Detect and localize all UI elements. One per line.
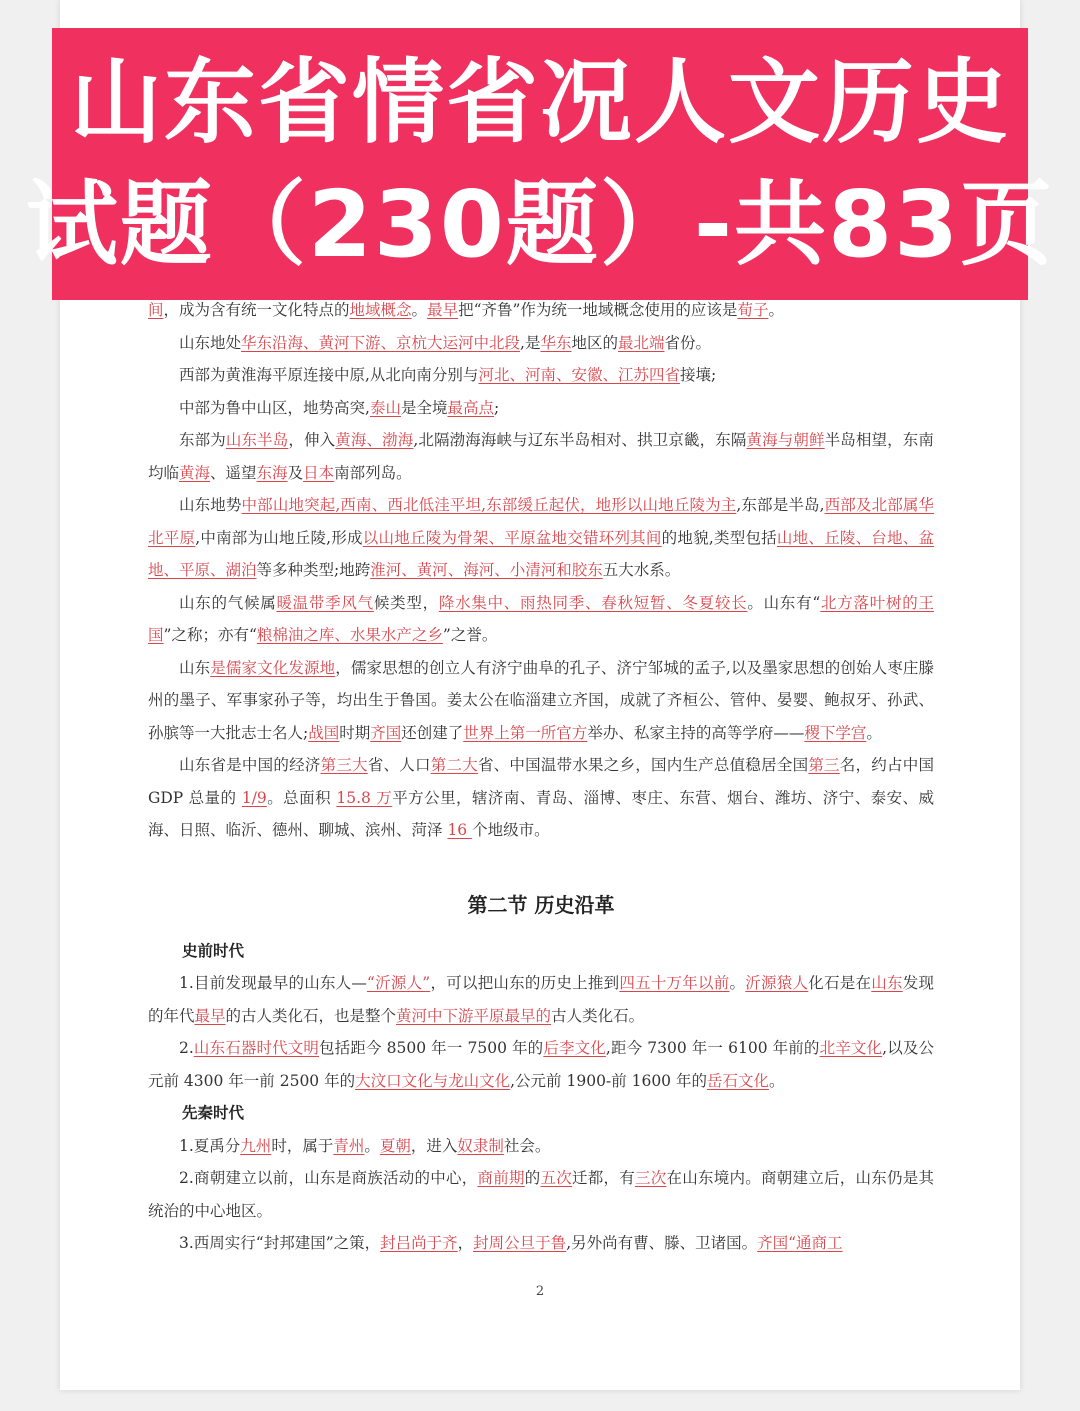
text-segment: ”之誉。 — [442, 626, 498, 644]
text-segment: ,是 — [520, 333, 541, 352]
highlighted-answer: 大汶口文化与龙山文化 — [355, 1071, 511, 1090]
text-segment: 个地级市。 — [472, 821, 550, 839]
text-segment: 山东 — [179, 658, 211, 677]
highlighted-answer: 后李文化 — [543, 1039, 606, 1057]
document-content — [148, 294, 934, 1260]
paragraph — [148, 967, 934, 1032]
highlighted-answer: 1/9 — [241, 788, 267, 807]
highlighted-answer: 夏朝 — [379, 1136, 411, 1155]
text-segment: ，成为含有统一文化特点的 — [163, 301, 350, 319]
highlighted-answer: 山东 — [871, 974, 903, 992]
subheading-prehistoric: 史前时代 — [182, 940, 245, 960]
paragraph — [148, 749, 934, 847]
highlighted-answer: 最高点 — [447, 398, 494, 417]
paragraph — [148, 1162, 934, 1227]
text-segment: 山东的气候属 — [179, 593, 277, 612]
text-segment: ,东部是半岛, — [736, 496, 825, 514]
highlighted-answer: 商前期 — [477, 1169, 525, 1187]
text-segment: 候类型， — [373, 593, 439, 612]
text-segment: ,以及公元前 4300 年一前 2500 年的 — [148, 1039, 934, 1090]
text-segment: 举办、私家主持的高等学府—— — [587, 723, 805, 742]
paragraph — [148, 652, 934, 750]
text-segment: 还创建了 — [401, 723, 464, 742]
highlighted-answer: 第三大 — [320, 756, 368, 774]
highlighted-answer: 日本 — [303, 463, 335, 482]
text-segment: ， — [457, 1234, 474, 1252]
highlighted-answer: 黄海、渤海 — [335, 431, 414, 449]
highlighted-answer: 稷下学宫 — [804, 723, 867, 742]
preqin-section — [148, 1130, 934, 1260]
highlighted-answer: 中部山地突起,西南、西北低洼平坦,东部缓丘起伏，地形以山地丘陵为主 — [241, 496, 737, 514]
highlighted-answer: 五次 — [540, 1169, 572, 1187]
text-segment: 山东地势 — [179, 496, 242, 514]
text-segment: 1.目前发现最早的山东人— — [179, 974, 367, 992]
text-segment: 包括距今 8500 年一 7500 年的 — [319, 1039, 544, 1057]
text-segment: 。 — [768, 1071, 785, 1090]
highlighted-answer: 淮河、黄河、海河、小清河和胶东 — [370, 561, 603, 579]
text-segment: ,距今 7300 年一 6100 年前的 — [605, 1039, 820, 1057]
text-segment: 。 — [364, 1136, 380, 1155]
highlighted-answer: 封吕尚于齐 — [380, 1234, 458, 1252]
text-segment: 3.西周实行“封邦建国”之策， — [179, 1234, 381, 1252]
highlighted-answer: 山东半岛 — [225, 431, 289, 449]
text-segment: 。 — [866, 723, 882, 742]
text-segment: 省、中国温带水果之乡，国内生产总值稳居全国 — [477, 756, 809, 774]
text-segment: ，可以把山东的历史上推到 — [430, 974, 620, 992]
text-segment: 的 — [524, 1169, 541, 1187]
highlighted-answer: 最早 — [194, 1006, 226, 1025]
highlighted-answer: 黄海 — [179, 463, 211, 482]
text-segment: 南部列岛。 — [334, 463, 412, 482]
highlighted-answer: 三次 — [634, 1169, 667, 1187]
highlighted-answer: 地域概念 — [349, 301, 412, 319]
highlighted-answer: 第三 — [808, 756, 840, 774]
highlighted-answer: 华东 — [540, 333, 572, 352]
intro-section — [148, 294, 934, 847]
text-segment: 省份。 — [664, 333, 712, 352]
text-segment: 。总面积 — [266, 788, 337, 807]
text-segment: 。 — [411, 301, 428, 319]
highlighted-answer: 东海 — [256, 463, 288, 482]
banner-title-line-2: 试题（230题）-共83页 — [25, 171, 1055, 278]
highlighted-answer: 暖温带季风气 — [276, 593, 374, 612]
page-number: 2 — [535, 1284, 545, 1299]
text-segment: 2.商朝建立以前，山东是商族活动的中心， — [179, 1169, 478, 1187]
text-segment: 。 — [729, 974, 746, 992]
highlighted-answer: 齐国 — [370, 723, 402, 742]
highlighted-answer: 泰山 — [369, 398, 401, 417]
paragraph — [148, 1130, 934, 1163]
text-segment: 社会。 — [503, 1136, 551, 1155]
text-segment: 。山东有“ — [747, 593, 821, 612]
text-segment: 五大水系。 — [602, 561, 681, 579]
text-segment: 古人类化石。 — [551, 1006, 645, 1025]
text-segment: 地区的 — [571, 333, 618, 352]
text-segment: 把“齐鲁”作为统一地域概念使用的应该是 — [458, 301, 738, 319]
text-segment: 名，约占中国 GDP 总量的 — [148, 756, 934, 807]
text-segment: 迁都，有 — [571, 1169, 635, 1187]
paragraph — [148, 327, 934, 360]
highlighted-answer: 荀子 — [737, 301, 769, 319]
highlighted-answer: 15.8 万 — [336, 788, 393, 807]
paragraph — [148, 587, 934, 652]
highlighted-answer: 青州 — [333, 1136, 365, 1155]
highlighted-answer: 九州 — [240, 1136, 272, 1155]
text-segment: ，伸入 — [288, 431, 336, 449]
highlighted-answer: 是儒家文化发源地 — [210, 658, 336, 677]
highlighted-answer: 世界上第一所官方 — [463, 723, 588, 742]
text-segment: ,另外尚有曹、滕、卫诸国。 — [566, 1234, 758, 1252]
text-segment: ; — [493, 398, 500, 417]
text-segment: ”之称；亦有“ — [163, 626, 257, 644]
text-segment: 化石是在 — [808, 974, 872, 992]
highlighted-answer: 最早 — [427, 301, 459, 319]
text-segment: 发现的年代 — [148, 974, 934, 1025]
text-segment: 时期 — [339, 723, 371, 742]
text-segment: 等多种类型;地跨 — [256, 561, 371, 579]
highlighted-answer: 以山地丘陵为骨架、平原盆地交错环列其间 — [362, 528, 662, 547]
highlighted-answer: 河北、河南、安徽、江苏四省 — [478, 366, 680, 384]
text-segment: 。 — [768, 301, 784, 319]
text-segment: ,北隔渤海海峡与辽东半岛相对、拱卫京畿，东隔 — [413, 431, 747, 449]
paragraph — [148, 392, 934, 425]
text-segment: ,中南部为山地丘陵,形成 — [195, 528, 363, 547]
highlighted-answer: 齐国“通商工 — [757, 1234, 843, 1252]
highlighted-answer: 间 — [148, 301, 164, 319]
highlighted-answer: 华东沿海、黄河下游、京杭大运河中北段 — [241, 333, 521, 352]
paragraph — [148, 1227, 934, 1260]
highlighted-answer: 第二大 — [430, 756, 478, 774]
text-segment: 是全境 — [400, 398, 448, 417]
highlighted-answer: 西部及北部属华北平原 — [148, 496, 934, 547]
highlighted-answer: 黄海与朝鲜 — [746, 431, 825, 449]
text-segment: 2. — [179, 1039, 194, 1057]
highlighted-answer: “沂源人” — [366, 974, 431, 992]
text-segment: 省、人口 — [367, 756, 431, 774]
highlighted-answer: 沂源猿人 — [745, 974, 809, 992]
paragraph — [148, 1032, 934, 1097]
text-segment: 在山东境内。商朝建立后，山东仍是其统治的中心地区。 — [148, 1169, 934, 1220]
text-segment: 的地貌,类型包括 — [661, 528, 777, 547]
highlighted-answer: 黄河中下游平原最早的 — [396, 1006, 552, 1025]
paragraph — [148, 424, 934, 489]
text-segment: 半岛相望，东南均临 — [148, 431, 934, 482]
banner-title-line-1: 山东省情省况人文历史 — [69, 49, 1010, 156]
paragraph — [148, 359, 934, 392]
highlighted-answer: 山地、丘陵、台地、盆地、平原、湖泊 — [148, 528, 934, 579]
text-segment: 山东省是中国的经济 — [179, 756, 321, 774]
prehistoric-section — [148, 967, 934, 1097]
title-banner — [25, 28, 1055, 300]
text-segment: 中部为鲁中山区，地势高突, — [179, 398, 370, 417]
text-segment: 平方公里，辖济南、青岛、淄博、枣庄、东营、烟台、潍坊、济宁、泰安、威海、日照、临沂、德州、聊城、滨州、菏泽 — [148, 788, 934, 839]
text-segment: 、遥望 — [210, 463, 257, 482]
highlighted-answer: 岳石文化 — [706, 1071, 769, 1090]
highlighted-answer: 16 — [447, 821, 473, 839]
text-segment: ，进入 — [410, 1136, 458, 1155]
highlighted-answer: 北方落叶树的王国 — [148, 593, 934, 644]
text-segment: ,公元前 1900-前 1600 年的 — [510, 1071, 707, 1090]
text-segment: 1.夏禹分 — [179, 1136, 241, 1155]
highlighted-answer: 封周公旦于鲁 — [473, 1234, 567, 1252]
text-segment: 东部为 — [179, 431, 226, 449]
text-segment: 时，属于 — [271, 1136, 334, 1155]
paragraph — [148, 489, 934, 587]
highlighted-answer: 奴隶制 — [457, 1136, 504, 1155]
highlighted-answer: 粮棉油之库、水果水产之乡 — [256, 626, 443, 644]
text-segment: 西部为黄淮海平原连接中原,从北向南分别与 — [179, 366, 479, 384]
highlighted-answer: 四五十万年以前 — [619, 974, 730, 992]
highlighted-answer: 最北端 — [618, 333, 665, 352]
text-segment: 的古人类化石，也是整个 — [225, 1006, 397, 1025]
text-segment: ，儒家思想的创立人有济宁曲阜的孔子、济宁邹城的孟子,以及墨家思想的创始人枣庄滕州的墨子、军事家孙子等，均出生于鲁国。姜太公在临淄建立齐国，成就了齐桓公、管仲、晏婴、鲍叔牙、孙武、孙膑等一大批志士名人; — [148, 658, 934, 742]
subheading-preqin: 先秦时代 — [182, 1103, 245, 1122]
highlighted-answer: 北辛文化 — [819, 1039, 883, 1057]
highlighted-answer: 降水集中、雨热同季、春秋短暂、冬夏较长 — [438, 593, 748, 612]
section-title: 第二节 历史沿革 — [467, 892, 615, 917]
highlighted-answer: 战国 — [308, 723, 340, 742]
text-segment: 接壤; — [679, 366, 717, 384]
text-segment: 及 — [287, 463, 304, 482]
text-segment: 山东地处 — [179, 333, 242, 352]
highlighted-answer: 山东石器时代文明 — [193, 1039, 320, 1057]
